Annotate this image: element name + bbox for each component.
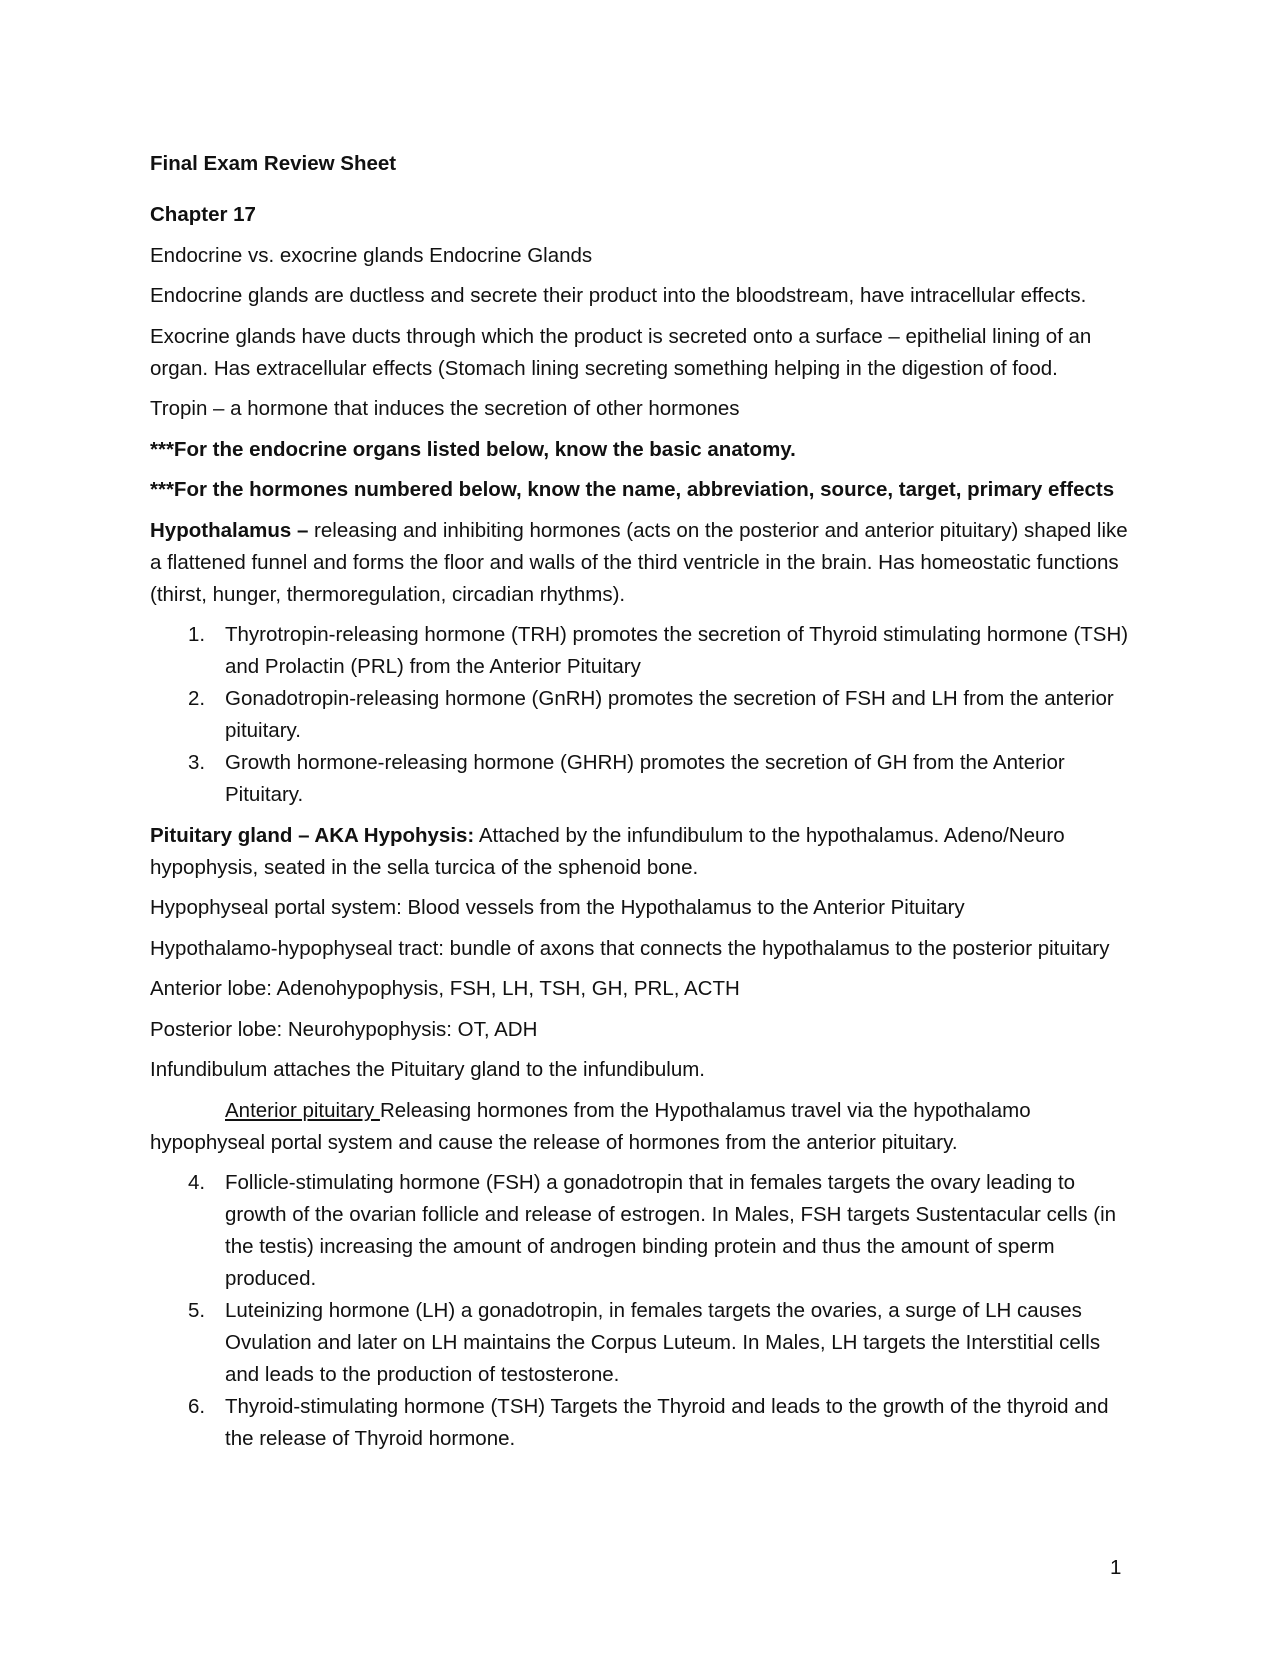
list-text: Gonadotropin-releasing hormone (GnRH) promotes the secretion of FSH and LH from the anterior pituitary.	[225, 687, 1114, 742]
list-number: 4.	[188, 1171, 206, 1194]
list-text: Luteinizing hormone (LH) a gonadotropin, in females targets the ovaries, a surge of LH causes Ovulation and later on LH maintains the Corpus Luteum. In Males, LH targets the Interstitial cells and leads to the production of testosterone.	[225, 1299, 1101, 1386]
list-item	[150, 683, 1130, 747]
list-item	[150, 1167, 1130, 1295]
list-number: 2.	[188, 687, 206, 710]
note-hormones: ***For the hormones numbered below, know the name, abbreviation, source, target, primary effects	[150, 478, 1115, 501]
note-anatomy: ***For the endocrine organs listed below, know the basic anatomy.	[150, 437, 796, 461]
paragraph-posterior-lobe: Posterior lobe: Neurohypophysis: OT, ADH	[150, 1017, 538, 1041]
list-item	[150, 747, 1130, 811]
chapter-heading: Chapter 17	[150, 203, 256, 226]
list-number: 6.	[188, 1395, 206, 1418]
list-text: Thyrotropin-releasing hormone (TRH) promotes the secretion of Thyroid stimulating hormone (TSH) and Prolactin (PRL) from the Anterior Pituitary	[225, 623, 1129, 678]
paragraph-infundibulum: Infundibulum attaches the Pituitary gland to the infundibulum.	[150, 1058, 705, 1081]
list-text: Follicle-stimulating hormone (FSH) a gonadotropin that in females targets the ovary leading to growth of the ovarian follicle and release of estrogen. In Males, FSH targets Sustentacular cells (in the testis) increasing the amount of androgen binding protein and thus the amount of sperm produced.	[225, 1171, 1117, 1290]
list-text: Thyroid-stimulating hormone (TSH) Targets the Thyroid and leads to the growth of the thyroid and the release of Thyroid hormone.	[225, 1395, 1109, 1450]
paragraph-portal-system: Hypophyseal portal system: Blood vessels from the Hypothalamus to the Anterior Pituitary	[150, 896, 965, 919]
hypothalamus-hormone-list	[150, 619, 1130, 811]
anterior-pituitary-text: Releasing hormones from the Hypothalamus travel via the hypothalamo hypophyseal portal system and cause the release of hormones from the anterior pituitary.	[150, 1098, 1031, 1154]
list-text: Growth hormone-releasing hormone (GHRH) promotes the secretion of GH from the Anterior Pituitary.	[225, 751, 1065, 806]
paragraph-hypothalamo-tract: Hypothalamo-hypophyseal tract: bundle of axons that connects the hypothalamus to the posterior pituitary	[150, 936, 1110, 960]
paragraph-hypothalamus	[150, 515, 1130, 611]
list-item	[150, 619, 1130, 683]
paragraph-anterior-lobe: Anterior lobe: Adenohypophysis, FSH, LH, TSH, GH, PRL, ACTH	[150, 977, 740, 1000]
document-title: Final Exam Review Sheet	[150, 152, 397, 175]
pituitary-text: Attached by the infundibulum to the hypothalamus. Adeno/Neuro hypophysis, seated in the sella turcica of the sphenoid bone.	[150, 823, 1065, 879]
hypothalamus-label: Hypothalamus –	[150, 518, 309, 542]
document-page	[150, 148, 1130, 1464]
paragraph-endocrine: Endocrine glands are ductless and secrete their product into the bloodstream, have intracellular effects.	[150, 284, 1087, 307]
hypothalamus-text: releasing and inhibiting hormones (acts on the posterior and anterior pituitary) shaped like a flattened funnel and forms the floor and walls of the third ventricle in the brain. Has homeostatic functions (thirst, hunger, thermoregulation, circadian rhythms).	[150, 518, 1128, 606]
paragraph-tropin: Tropin – a hormone that induces the secretion of other hormones	[150, 397, 740, 420]
paragraph-exocrine: Exocrine glands have ducts through which the product is secreted onto a surface – epithelial lining of an organ. Has extracellular effects (Stomach lining secreting something helping in the digestion of food.	[150, 324, 1092, 380]
list-item	[150, 1295, 1130, 1391]
list-item	[150, 1391, 1130, 1455]
anterior-hormone-list	[150, 1167, 1130, 1455]
paragraph-endocrine-vs-exocrine: Endocrine vs. exocrine glands Endocrine Glands	[150, 243, 593, 267]
paragraph-pituitary	[150, 820, 1130, 884]
list-number: 5.	[188, 1299, 206, 1322]
paragraph-anterior-pituitary	[150, 1095, 1130, 1159]
list-number: 3.	[188, 751, 206, 774]
pituitary-label: Pituitary gland – AKA Hypohysis:	[150, 823, 475, 847]
page-number: 1	[1110, 1556, 1122, 1579]
anterior-pituitary-label: Anterior pituitary	[225, 1098, 380, 1122]
list-number: 1.	[188, 623, 206, 646]
